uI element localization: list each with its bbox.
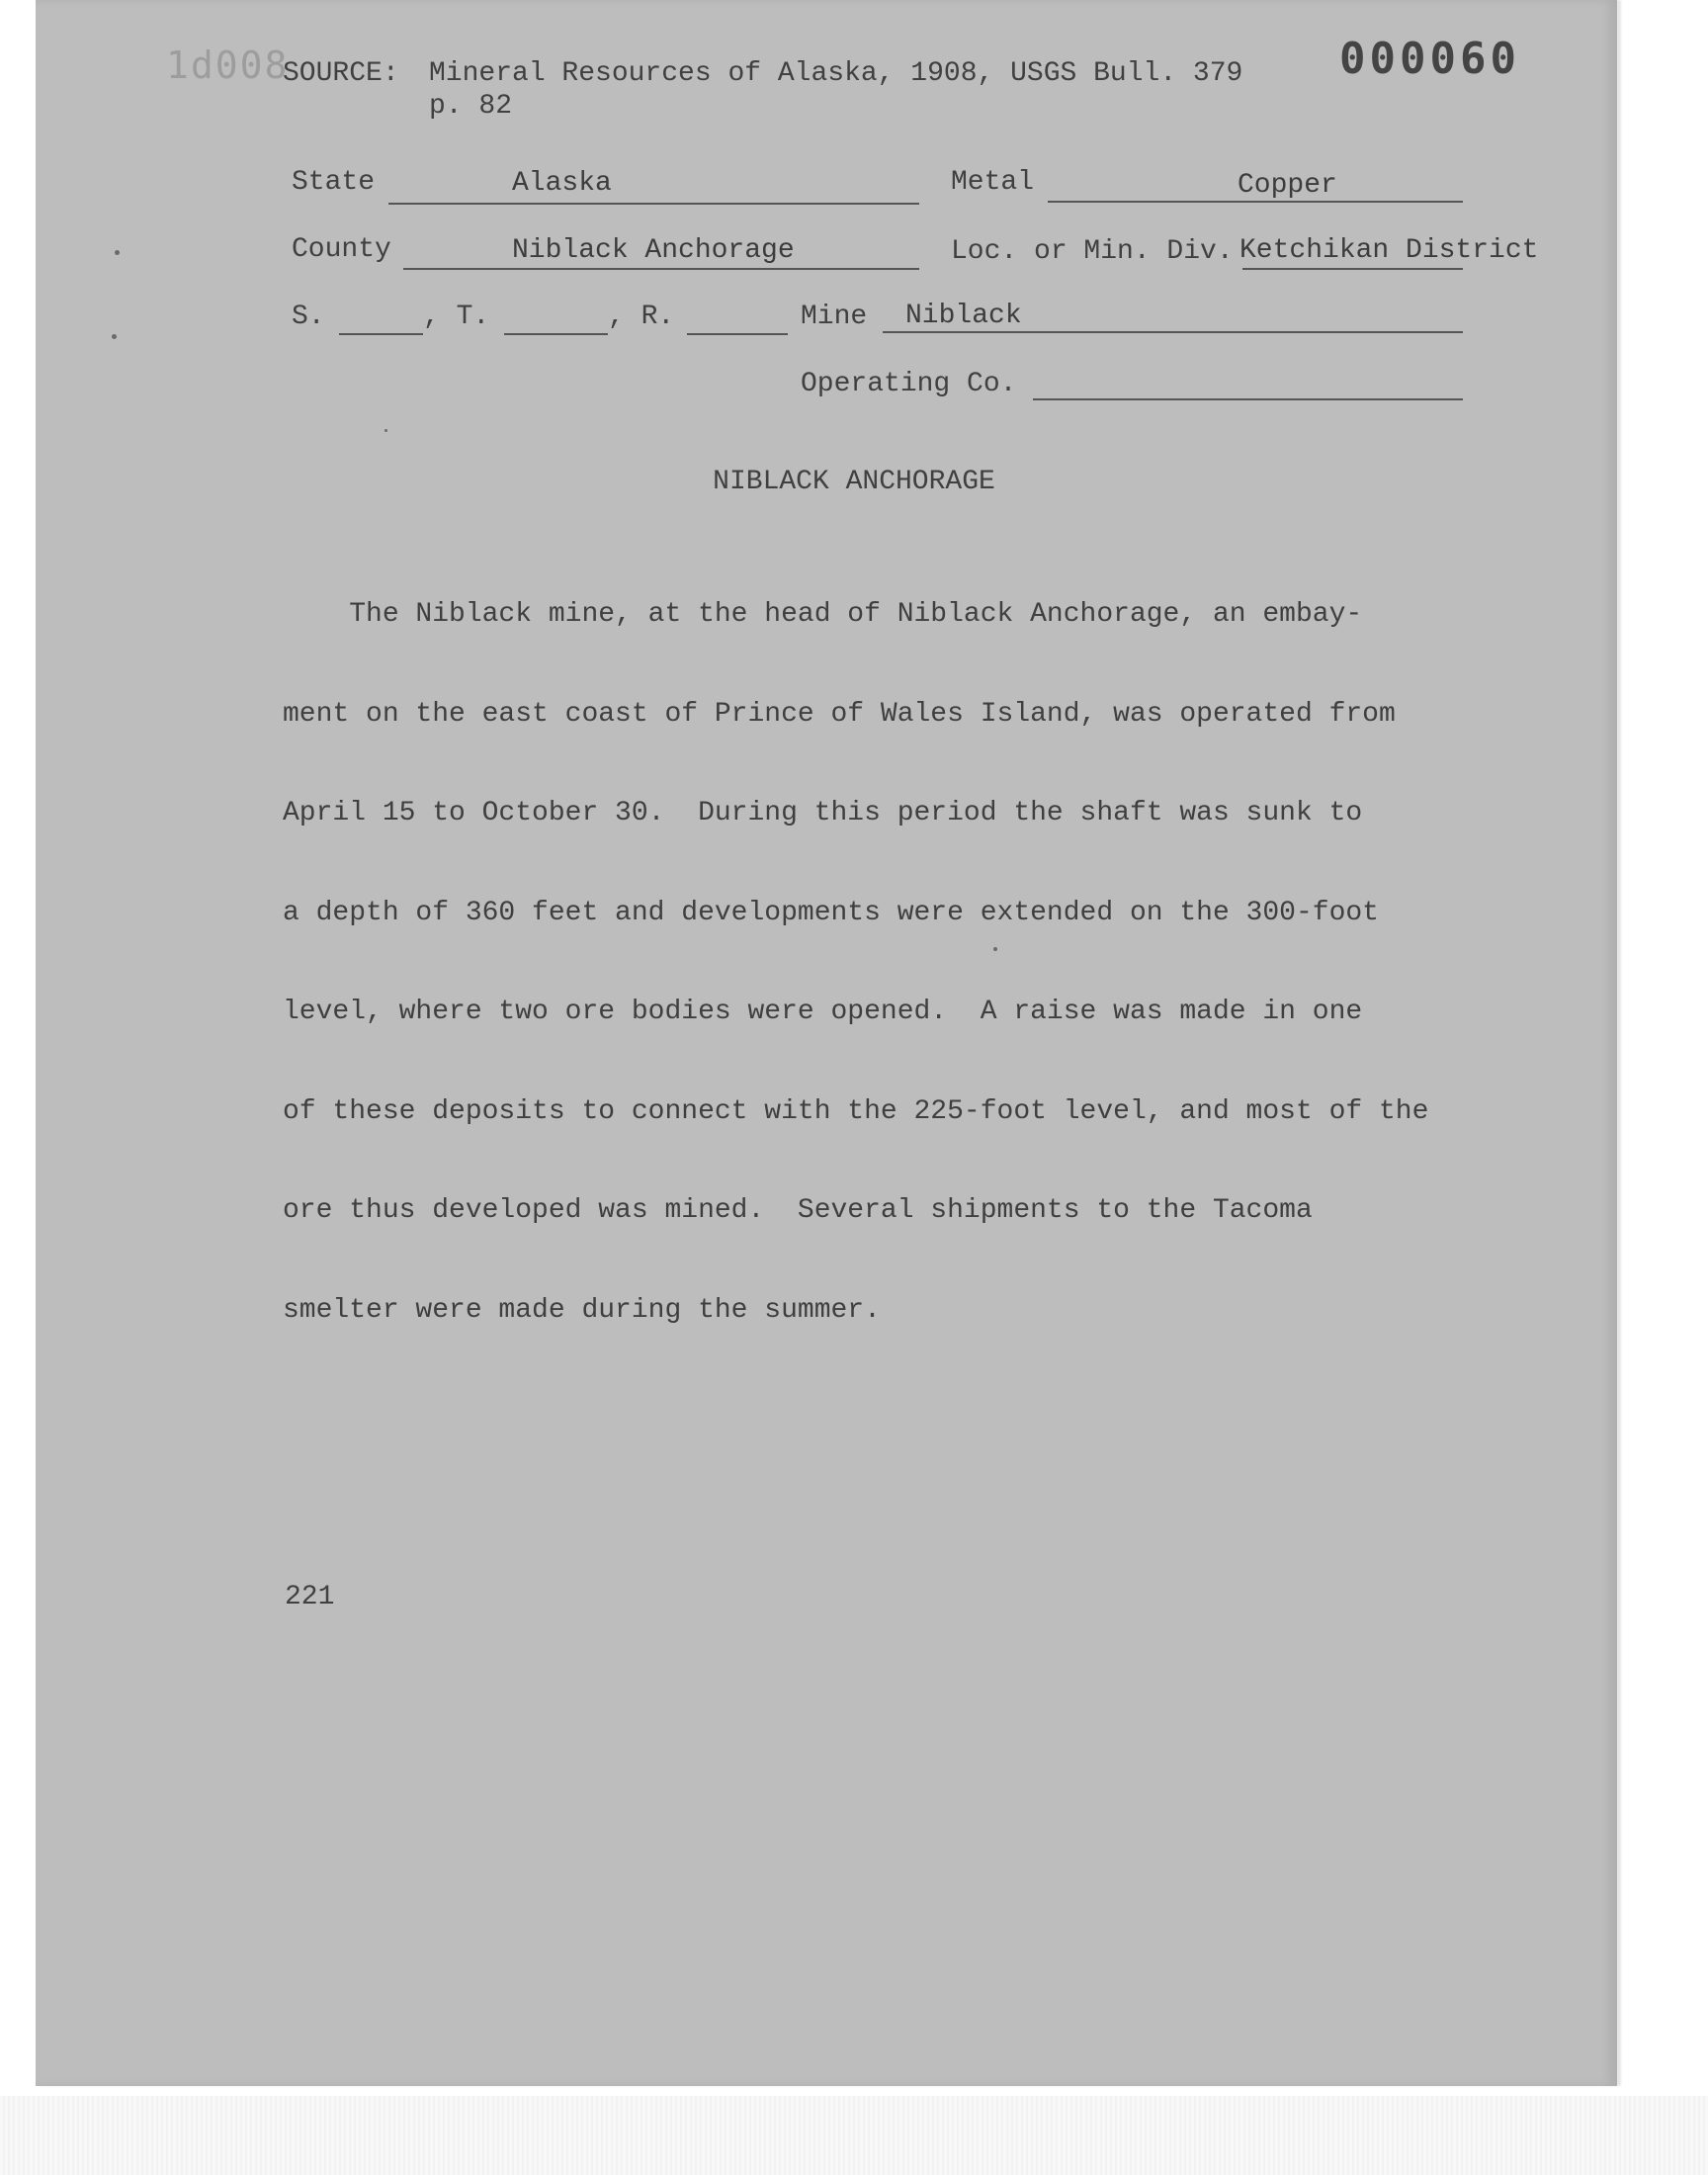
source-line-2: p. 82 <box>429 91 513 122</box>
body-line: smelter were made during the summer. <box>283 1294 881 1326</box>
loc-label: Loc. or Min. Div. <box>951 236 1234 267</box>
mine-label: Mine <box>801 302 868 332</box>
mine-field-line <box>883 331 1463 333</box>
source-line-1: Mineral Resources of Alaska, 1908, USGS Bull. 379 <box>429 58 1243 89</box>
county-label: County <box>292 234 391 265</box>
body-line: of these deposits to connect with the 225-foot level, and most of the <box>283 1095 1429 1127</box>
loc-field-line <box>1242 268 1463 270</box>
section-title: NIBLACK ANCHORAGE <box>713 467 995 497</box>
source-label: SOURCE: <box>283 58 399 89</box>
body-line: ment on the east coast of Prince of Wales Island, was operated from <box>283 698 1396 730</box>
document-number: 000060 <box>1339 34 1520 84</box>
scan-speck <box>115 250 120 255</box>
township-label: , T. <box>423 302 490 332</box>
metal-value: Copper <box>1238 170 1337 201</box>
section-label: S. <box>292 302 325 332</box>
scan-speck <box>993 947 997 951</box>
county-value: Niblack Anchorage <box>512 235 795 266</box>
body-line: level, where two ore bodies were opened. A raise was made in one <box>283 997 1363 1027</box>
body-line: The Niblack mine, at the head of Niblack Anchorage, an embay- <box>283 599 1363 630</box>
body-line: ore thus developed was mined. Several shipments to the Tacoma <box>283 1195 1313 1226</box>
operating-co-label: Operating Co. <box>801 369 1017 399</box>
body-paragraph <box>283 532 1449 1360</box>
loc-value: Ketchikan District <box>1239 235 1539 266</box>
metal-label: Metal <box>951 167 1035 198</box>
body-line: April 15 to October 30. During this period the shaft was sunk to <box>283 798 1363 828</box>
range-field-line <box>687 333 788 335</box>
scan-speck <box>384 429 387 432</box>
township-field-line <box>504 333 608 335</box>
page-number: 221 <box>285 1582 335 1612</box>
state-label: State <box>292 167 376 198</box>
mine-value: Niblack <box>905 301 1022 331</box>
county-field-line <box>403 268 919 270</box>
faint-stamp-number: 1d008 <box>166 44 290 87</box>
scan-speck <box>112 334 117 339</box>
range-label: , R. <box>608 302 675 332</box>
state-field-line <box>388 203 919 205</box>
scan-edge-strip <box>0 2096 1708 2175</box>
operating-co-field-line <box>1033 398 1463 400</box>
metal-field-line <box>1048 201 1463 203</box>
body-line: a depth of 360 feet and developments were extended on the 300-foot <box>283 897 1379 928</box>
state-value: Alaska <box>512 168 612 199</box>
section-field-line <box>339 333 423 335</box>
